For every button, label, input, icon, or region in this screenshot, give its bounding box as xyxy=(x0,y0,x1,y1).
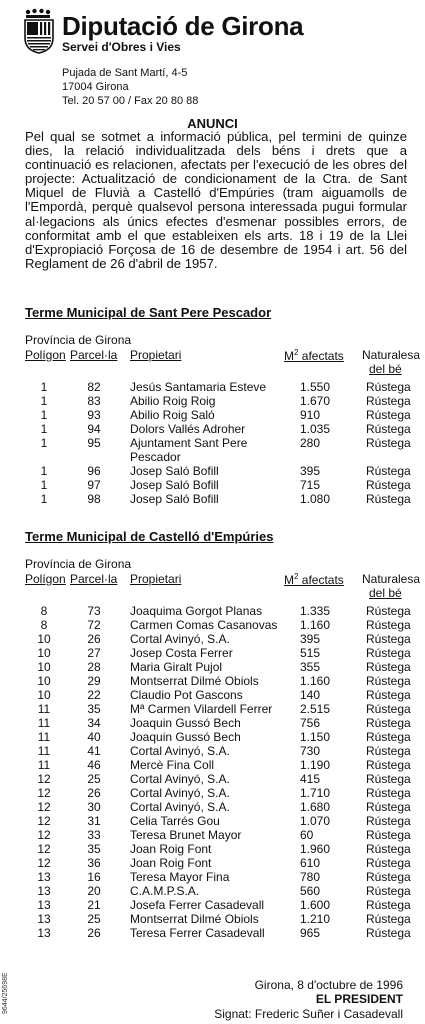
table-row xyxy=(0,702,425,716)
cell-parcela: 21 xyxy=(87,898,101,912)
cell-poligon: 10 xyxy=(37,646,51,660)
service-name: Servei d'Obres i Vies xyxy=(62,40,181,54)
cell-poligon: 1 xyxy=(40,478,48,492)
table-row xyxy=(0,478,425,492)
cell-m2-afectats: 715 xyxy=(300,478,321,492)
cell-poligon: 11 xyxy=(37,702,51,716)
cell-m2-afectats: 1.960 xyxy=(300,842,331,856)
cell-m2-afectats: 1.670 xyxy=(300,394,331,408)
cell-naturalesa: Rústega xyxy=(366,478,411,492)
cell-m2-afectats: 780 xyxy=(300,870,321,884)
cell-propietari: Jesús Santamaria Esteve xyxy=(130,380,267,394)
col-header-poligon: Polígon xyxy=(25,572,66,586)
cell-propietari: Abilio Roig Saló xyxy=(130,408,215,422)
cell-parcela: 31 xyxy=(87,814,101,828)
table-row xyxy=(0,422,425,436)
cell-propietari: C.A.M.P.S.A. xyxy=(130,884,200,898)
col-header-parcela: Parcel·la xyxy=(70,572,118,586)
cell-m2-afectats: 280 xyxy=(300,436,321,450)
table-row xyxy=(0,842,425,856)
table-row xyxy=(0,772,425,786)
cell-parcela: 33 xyxy=(87,828,101,842)
table-row xyxy=(0,450,425,464)
cell-poligon: 13 xyxy=(37,898,51,912)
table-row xyxy=(0,898,425,912)
cell-poligon: 13 xyxy=(37,912,51,926)
cell-parcela: 82 xyxy=(87,380,101,394)
cell-parcela: 40 xyxy=(87,730,101,744)
table-row xyxy=(0,604,425,618)
cell-propietari: Josefa Ferrer Casadevall xyxy=(130,898,265,912)
notice-title: ANUNCI xyxy=(187,116,238,131)
cell-naturalesa: Rústega xyxy=(366,898,411,912)
col-header-propietari: Propietari xyxy=(130,572,182,586)
cell-m2-afectats: 756 xyxy=(300,716,321,730)
table-row xyxy=(0,856,425,870)
cell-poligon: 10 xyxy=(37,660,51,674)
cell-naturalesa: Rústega xyxy=(366,870,411,884)
cell-poligon: 11 xyxy=(37,758,51,772)
cell-m2-afectats: 1.070 xyxy=(300,814,331,828)
cell-parcela: 26 xyxy=(87,786,101,800)
cell-naturalesa: Rústega xyxy=(366,730,411,744)
table-row xyxy=(0,464,425,478)
cell-m2-afectats: 910 xyxy=(300,408,321,422)
cell-parcela: 94 xyxy=(87,422,101,436)
cell-naturalesa: Rústega xyxy=(366,632,411,646)
cell-parcela: 20 xyxy=(87,884,101,898)
cell-propietari: Josep Saló Bofill xyxy=(130,492,219,506)
cell-propietari: Montserrat Dilmé Obiols xyxy=(130,912,259,926)
cell-m2-afectats: 60 xyxy=(300,828,314,842)
cell-naturalesa: Rústega xyxy=(366,716,411,730)
address-line-1: Pujada de Sant Martí, 4-5 xyxy=(62,67,188,79)
cell-naturalesa: Rústega xyxy=(366,828,411,842)
cell-parcela: 25 xyxy=(87,772,101,786)
table-row xyxy=(0,786,425,800)
cell-m2-afectats: 965 xyxy=(300,926,321,940)
table-row xyxy=(0,436,425,450)
cell-naturalesa: Rústega xyxy=(366,786,411,800)
cell-poligon: 8 xyxy=(40,618,48,632)
cell-propietari: Dolors Vallés Adroher xyxy=(130,422,246,436)
table-row xyxy=(0,870,425,884)
col-header-m2: $M^2$ afectats xyxy=(284,572,344,587)
table-row xyxy=(0,618,425,632)
cell-parcela: 27 xyxy=(87,646,101,660)
cell-m2-afectats: 2.515 xyxy=(300,702,331,716)
cell-parcela: 98 xyxy=(87,492,101,506)
col-header-parcela: Parcel·la xyxy=(70,348,118,362)
col-header-del-be: del bé xyxy=(369,362,402,376)
table-row xyxy=(0,926,425,940)
cell-poligon: 1 xyxy=(40,380,48,394)
col-header-propietari: Propietari xyxy=(130,348,182,362)
cell-naturalesa: Rústega xyxy=(366,800,411,814)
cell-parcela: 36 xyxy=(87,856,101,870)
cell-parcela: 97 xyxy=(87,478,101,492)
table-row xyxy=(0,688,425,702)
cell-poligon: 1 xyxy=(40,464,48,478)
cell-propietari: Cortal Avinyó, S.A. xyxy=(130,772,230,786)
cell-poligon: 11 xyxy=(37,716,51,730)
signer-role: EL PRESIDENT xyxy=(315,992,403,1006)
table-row xyxy=(0,660,425,674)
cell-poligon: 1 xyxy=(40,492,48,506)
col-header-m2: $M^2$ afectats xyxy=(284,348,344,363)
cell-naturalesa: Rústega xyxy=(366,408,411,422)
cell-propietari: Joaquima Gorgot Planas xyxy=(130,604,263,618)
table-row xyxy=(0,408,425,422)
cell-naturalesa: Rústega xyxy=(366,926,411,940)
cell-poligon: 13 xyxy=(37,870,51,884)
cell-poligon: 12 xyxy=(37,772,51,786)
table-row xyxy=(0,394,425,408)
cell-propietari: Cortal Avinyó, S.A. xyxy=(130,744,230,758)
cell-parcela: 34 xyxy=(87,716,101,730)
provincia-label: Província de Girona xyxy=(25,333,132,347)
cell-parcela: 83 xyxy=(87,394,101,408)
cell-poligon: 1 xyxy=(40,394,48,408)
cell-m2-afectats: 395 xyxy=(300,464,321,478)
cell-propietari: Josep Saló Bofill xyxy=(130,464,219,478)
table-row xyxy=(0,674,425,688)
phone-fax: Tel. 20 57 00 / Fax 20 80 88 xyxy=(62,95,199,107)
cell-poligon: 12 xyxy=(37,800,51,814)
cell-naturalesa: Rústega xyxy=(366,660,411,674)
table-row xyxy=(0,492,425,506)
cell-poligon: 10 xyxy=(37,674,51,688)
table-row xyxy=(0,800,425,814)
table-row xyxy=(0,716,425,730)
address-line-2: 17004 Girona xyxy=(62,81,129,93)
cell-m2-afectats: 1.160 xyxy=(300,674,331,688)
cell-propietari: Maria Giralt Pujol xyxy=(130,660,223,674)
cell-propietari: Cortal Avinyó, S.A. xyxy=(130,632,230,646)
col-header-poligon: Polígon xyxy=(25,348,66,362)
cell-parcela: 16 xyxy=(87,870,101,884)
cell-poligon: 8 xyxy=(40,604,48,618)
organization-name: Diputació de Girona xyxy=(62,11,304,41)
side-reference-code: 9644/25698E xyxy=(2,972,9,1014)
cell-naturalesa: Rústega xyxy=(366,856,411,870)
coat-of-arms-logo xyxy=(22,8,56,54)
cell-propietari: Carmen Comas Casanovas xyxy=(130,618,278,632)
cell-parcela: 73 xyxy=(87,604,101,618)
cell-naturalesa: Rústega xyxy=(366,758,411,772)
cell-parcela: 26 xyxy=(87,926,101,940)
cell-m2-afectats: 1.680 xyxy=(300,800,331,814)
col-header-del-be: del bé xyxy=(369,586,402,600)
cell-parcela: 25 xyxy=(87,912,101,926)
cell-m2-afectats: 1.550 xyxy=(300,380,331,394)
cell-propietari: Abilio Roig Roig xyxy=(130,394,216,408)
cell-parcela: 93 xyxy=(87,408,101,422)
cell-poligon: 10 xyxy=(37,632,51,646)
cell-parcela: 96 xyxy=(87,464,101,478)
cell-poligon: 12 xyxy=(37,828,51,842)
cell-poligon: 1 xyxy=(40,436,48,450)
table-row xyxy=(0,884,425,898)
cell-parcela: 30 xyxy=(87,800,101,814)
cell-parcela: 28 xyxy=(87,660,101,674)
cell-propietari: Cortal Avinyó, S.A. xyxy=(130,786,230,800)
cell-parcela: 72 xyxy=(87,618,101,632)
cell-naturalesa: Rústega xyxy=(366,492,411,506)
cell-naturalesa: Rústega xyxy=(366,646,411,660)
cell-m2-afectats: 1.080 xyxy=(300,492,331,506)
cell-naturalesa: Rústega xyxy=(366,884,411,898)
cell-naturalesa: Rústega xyxy=(366,744,411,758)
cell-naturalesa: Rústega xyxy=(366,380,411,394)
cell-m2-afectats: 1.210 xyxy=(300,912,331,926)
cell-poligon: 10 xyxy=(37,688,51,702)
cell-naturalesa: Rústega xyxy=(366,702,411,716)
table-row xyxy=(0,744,425,758)
cell-naturalesa: Rústega xyxy=(366,674,411,688)
cell-propietari: Joaquin Gussó Bech xyxy=(130,730,241,744)
cell-propietari: Cortal Avinyó, S.A. xyxy=(130,800,230,814)
cell-naturalesa: Rústega xyxy=(366,912,411,926)
table-row xyxy=(0,380,425,394)
cell-propietari: Mª Carmen Vilardell Ferrer xyxy=(130,702,273,716)
cell-propietari: Ajuntament Sant Pere xyxy=(130,436,248,450)
cell-poligon: 13 xyxy=(37,926,51,940)
cell-naturalesa: Rústega xyxy=(366,604,411,618)
cell-propietari: Celia Tarrés Gou xyxy=(130,814,220,828)
table-row xyxy=(0,632,425,646)
col-header-naturalesa: Naturalesa xyxy=(362,572,421,586)
cell-naturalesa: Rústega xyxy=(366,464,411,478)
notice-body: Pel qual se sotmet a informació pública, pel termini de quinze dies, la relació individualitzada dels béns i drets que a continuació es relacionen, afectats per l'execució de les obres del projecte: Actualització de condicionament de la Ctra. de Sant Miquel de Fluvià a Castelló d'Empúries (tram aiguamolls de l'Empordà, perquè qualsevol persona interessada pugui formular al·legacions als únics efectes d'esmenar possibles errors, de conformitat amb el que estableixen els arts. 18 i 19 de la Llei d'Expropiació Forçosa de 16 de desembre de 1954 i art. 56 del Reglament de 26 d'abril de 1957. xyxy=(25,129,407,271)
cell-propietari: Teresa Brunet Mayor xyxy=(130,828,242,842)
table-sant-pere-pescador xyxy=(0,380,425,506)
cell-m2-afectats: 355 xyxy=(300,660,321,674)
cell-poligon: 12 xyxy=(37,856,51,870)
cell-m2-afectats: 610 xyxy=(300,856,321,870)
date-line: Girona, 8 d'octubre de 1996 xyxy=(254,978,403,992)
table-row xyxy=(0,912,425,926)
cell-propietari: Pescador xyxy=(130,450,181,464)
cell-propietari: Joan Roig Font xyxy=(130,856,212,870)
cell-parcela: 46 xyxy=(87,758,101,772)
cell-propietari: Josep Saló Bofill xyxy=(130,478,219,492)
cell-propietari: Joan Roig Font xyxy=(130,842,212,856)
cell-parcela: 41 xyxy=(87,744,101,758)
table-row xyxy=(0,646,425,660)
cell-m2-afectats: 730 xyxy=(300,744,321,758)
section-title-sant-pere-pescador: Terme Municipal de Sant Pere Pescador xyxy=(25,305,272,320)
cell-m2-afectats: 1.710 xyxy=(300,786,331,800)
col-header-naturalesa: Naturalesa xyxy=(362,348,421,362)
provincia-label: Província de Girona xyxy=(25,557,132,571)
cell-propietari: Claudio Pot Gascons xyxy=(130,688,243,702)
cell-m2-afectats: 1.035 xyxy=(300,422,331,436)
table-row xyxy=(0,730,425,744)
cell-m2-afectats: 1.190 xyxy=(300,758,331,772)
cell-poligon: 13 xyxy=(37,884,51,898)
cell-propietari: Teresa Mayor Fina xyxy=(130,870,230,884)
cell-m2-afectats: 515 xyxy=(300,646,321,660)
cell-naturalesa: Rústega xyxy=(366,422,411,436)
table-row xyxy=(0,758,425,772)
cell-naturalesa: Rústega xyxy=(366,842,411,856)
cell-poligon: 11 xyxy=(37,730,51,744)
cell-naturalesa: Rústega xyxy=(366,618,411,632)
cell-poligon: 1 xyxy=(40,408,48,422)
cell-naturalesa: Rústega xyxy=(366,688,411,702)
cell-propietari: Joaquin Gussó Bech xyxy=(130,716,241,730)
cell-m2-afectats: 1.160 xyxy=(300,618,331,632)
cell-m2-afectats: 415 xyxy=(300,772,321,786)
cell-parcela: 35 xyxy=(87,702,101,716)
table-castello-empuries xyxy=(0,604,425,940)
cell-propietari: Montserrat Dilmé Obiols xyxy=(130,674,259,688)
cell-propietari: Teresa Ferrer Casadevall xyxy=(130,926,265,940)
cell-propietari: Josep Costa Ferrer xyxy=(130,646,233,660)
cell-m2-afectats: 1.600 xyxy=(300,898,331,912)
cell-parcela: 26 xyxy=(87,632,101,646)
cell-parcela: 29 xyxy=(87,674,101,688)
cell-m2-afectats: 140 xyxy=(300,688,321,702)
cell-poligon: 12 xyxy=(37,842,51,856)
cell-poligon: 12 xyxy=(37,786,51,800)
cell-naturalesa: Rústega xyxy=(366,814,411,828)
section-title-castello-empuries: Terme Municipal de Castelló d'Empúries xyxy=(25,529,274,544)
cell-m2-afectats: 1.335 xyxy=(300,604,331,618)
cell-parcela: 35 xyxy=(87,842,101,856)
table-row xyxy=(0,814,425,828)
cell-naturalesa: Rústega xyxy=(366,436,411,450)
cell-parcela: 22 xyxy=(87,688,101,702)
cell-parcela: 95 xyxy=(87,436,101,450)
cell-naturalesa: Rústega xyxy=(366,772,411,786)
cell-propietari: Mercè Fina Coll xyxy=(130,758,215,772)
signature-line: Signat: Frederic Suñer i Casadevall xyxy=(214,1007,403,1021)
table-row xyxy=(0,828,425,842)
cell-poligon: 1 xyxy=(40,422,48,436)
cell-poligon: 11 xyxy=(37,744,51,758)
cell-naturalesa: Rústega xyxy=(366,394,411,408)
cell-m2-afectats: 1.150 xyxy=(300,730,331,744)
cell-m2-afectats: 395 xyxy=(300,632,321,646)
cell-poligon: 12 xyxy=(37,814,51,828)
cell-m2-afectats: 560 xyxy=(300,884,321,898)
